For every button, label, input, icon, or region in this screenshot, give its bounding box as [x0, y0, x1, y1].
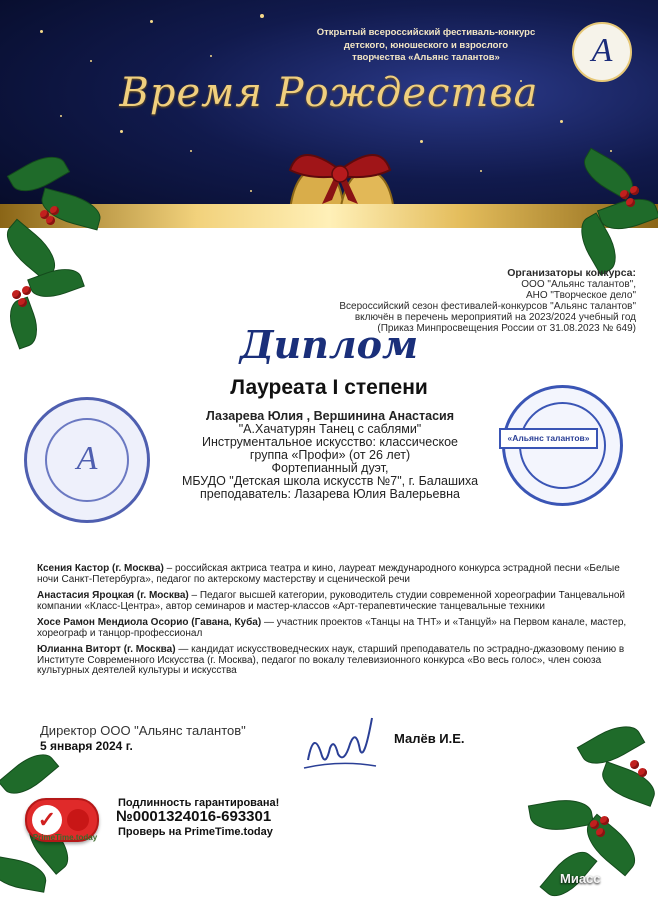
- director-name: Малёв И.Е.: [394, 731, 465, 746]
- certificate-number: №0001324016-693301: [116, 808, 272, 825]
- festival-line-1: Открытый всероссийский фестиваль-конкурс: [316, 27, 536, 38]
- teacher: преподаватель: Лазарева Юлия Валерьевна: [200, 487, 460, 501]
- jury-member: [37, 591, 637, 612]
- festival-line-2: детского, юношеского и взрослого: [343, 39, 509, 51]
- badge-caption: PrimeTime.today: [32, 833, 98, 842]
- event-title: Время Рождества: [119, 70, 539, 116]
- institution: МБУДО "Детская школа искусств №7", г. Балашиха: [181, 474, 479, 488]
- city-label: Миасс: [560, 871, 601, 886]
- badge-dot: [67, 809, 89, 831]
- diploma-title: Диплом: [239, 322, 419, 367]
- checkmark-icon: ✓: [32, 805, 62, 835]
- jury-member-bio: — участник проектов «Танцы на ТНТ» и «Танцуй» на Первом канале, мастер, хореограф и танцор-профессионал: [37, 617, 627, 639]
- issue-date: 5 января 2024 г.: [40, 739, 133, 753]
- organizers-line: Всероссийский сезон фестивалей-конкурсов "Альянс талантов": [339, 301, 636, 312]
- organizers-line: включён в перечень мероприятий на 2023/2024 учебный год: [354, 312, 636, 323]
- festival-logo: A: [572, 22, 632, 82]
- jury-member-bio: – российская актриса театра и кино, лауреат международного конкурса эстрадной песни «Белые ночи Санкт-Петербурга», педагог по актерскому мастерству и сценической речи: [37, 563, 620, 585]
- jury-member: [37, 618, 637, 639]
- festival-description: [286, 27, 566, 65]
- organizers-line: ООО "Альянс талантов",: [521, 279, 636, 290]
- jury-member-bio: — кандидат искусствоведческих наук, старший преподаватель по эстрадно-джазовому пению в Институте Современного Искусства (г. Москва), педагог по вокалу телевизионного конкурса «Во весь голос», член союза культурных деятелей культуры и искусства: [37, 644, 625, 676]
- festival-seal-stamp: [24, 397, 150, 523]
- director-title: Директор ООО "Альянс талантов": [40, 723, 246, 738]
- jury-member-name: Хосе Рамон Мендиола Осорио (Гавана, Куба): [37, 617, 262, 628]
- age-group: группа «Профи» (от 26 лет): [249, 448, 411, 462]
- nomination: Инструментальное искусство: классическое: [202, 435, 458, 449]
- signature-icon: [300, 708, 380, 778]
- jury-member-name: Ксения Кастор (г. Москва): [37, 563, 164, 574]
- verify-link[interactable]: Проверь на PrimeTime.today: [118, 826, 273, 838]
- organizers-line: АНО "Творческое дело": [525, 290, 636, 301]
- participants-block: [150, 410, 510, 501]
- organizers-line: (Приказ Минпросвещения России от 31.08.2023 № 649): [377, 323, 636, 334]
- jury-member-bio: – Педагог высшей категории, руководитель студии современной хореографии Танцевальной компании «Класс-Центра», автор семинаров и мастер-классов «Арт-терапевтические танцевальные техники: [37, 590, 626, 612]
- organization-seal-stamp: [502, 385, 623, 506]
- jury-member: [37, 564, 637, 585]
- jury-member-name: Анастасия Яроцкая (г. Москва): [37, 590, 189, 601]
- festival-line-3: творчества «Альянс талантов»: [352, 52, 500, 63]
- organizers-heading: Организаторы конкурса:: [507, 267, 636, 279]
- participant-names: Лазарева Юлия , Вершинина Анастасия: [205, 409, 455, 423]
- jury-list: [37, 564, 637, 683]
- seal-band-text: «Альянс талантов»: [499, 428, 598, 449]
- authenticity-title: Подлинность гарантирована!: [118, 797, 280, 809]
- laureate-degree: Лауреата I степени: [230, 376, 428, 399]
- piece-title: "А.Хачатурян Танец с саблями": [238, 422, 422, 436]
- seal-logo: A: [45, 418, 129, 502]
- jury-member-name: Юлианна Витopт (г. Москва): [37, 644, 176, 655]
- ensemble-type: Фортепианный дуэт,: [271, 461, 389, 475]
- jury-member: [37, 645, 637, 677]
